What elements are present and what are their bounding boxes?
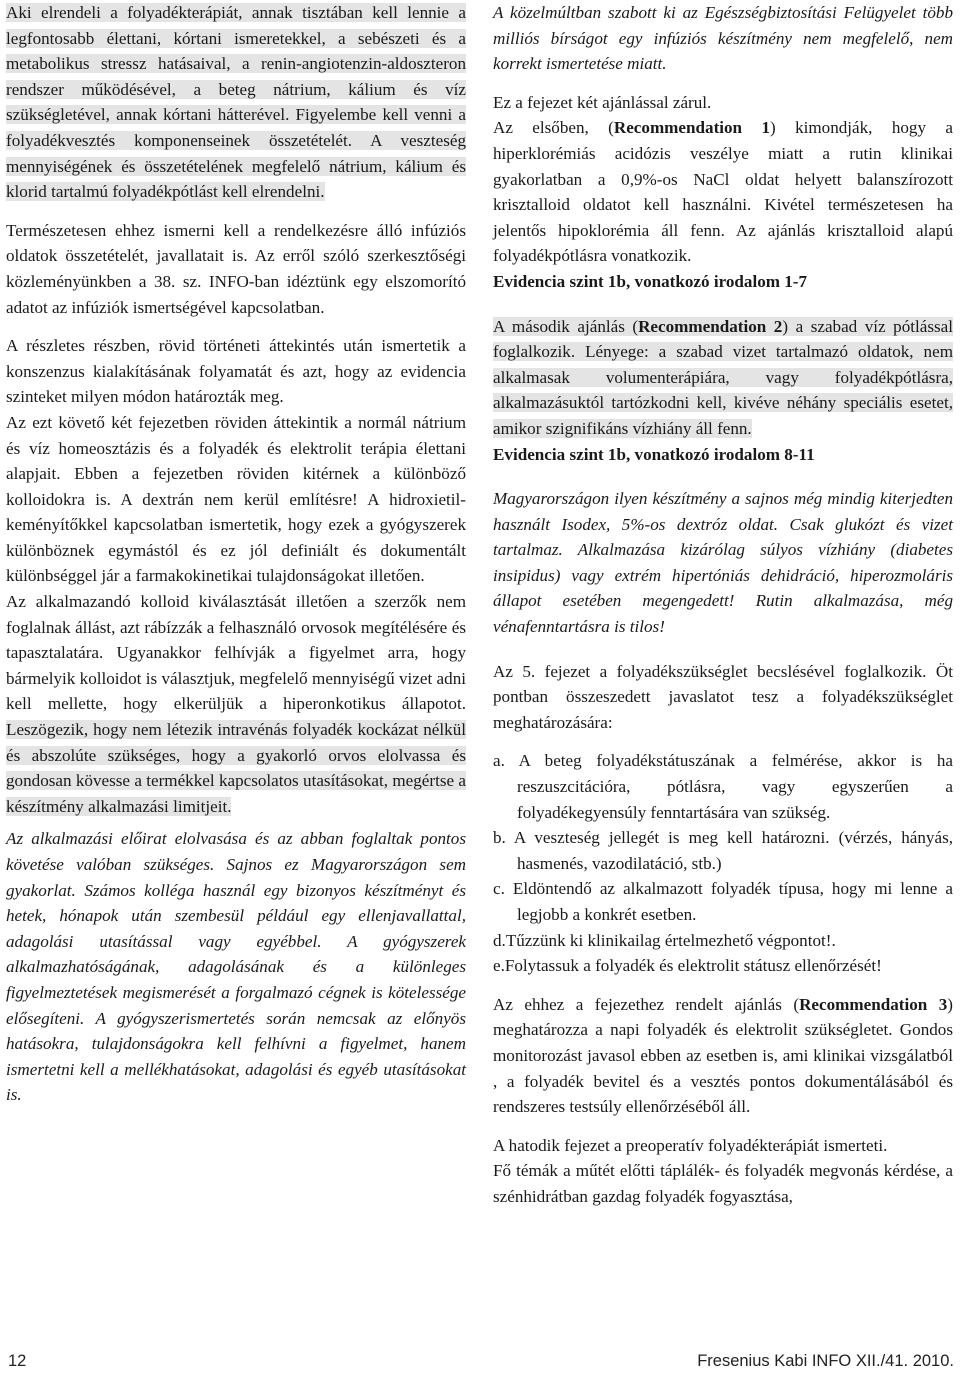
- right-column: [493, 0, 953, 1210]
- right-paragraph-3: [493, 115, 953, 269]
- left-paragraph-4: Az ezt követő két fejezetben röviden áttekintik a normál nátrium és víz homeosztázis és a folyadék és elektrolit terápia élettani alapjait. Ebben a fejezetben röviden kitérnek a különböző kolloidokra is. A dextrán nem kerül említésre! A hidroxietil-keményítőkkel kapcsolatban ismertetik, hogy ezek a gyógyszerek különböznek egymástól és ez jól definiált és dokumentált különbséggel jár a farmakokinetikai tulajdonságokat illetően.: [6, 412, 466, 586]
- left-paragraph-5-text: Az alkalmazandó kolloid kiválasztását illetően a szerzők nem foglalnak állást, azt rábízzák a felhasználó orvosok megítélésére és tapasztalatára. Ugyanakkor felhívják a figyelmet arra, hogy bármelyik kolloidot is választjuk, megfelelő mennyiségű vizet adni kell mellette, hogy elkerüljük a hiperonkotikus állapotot.: [6, 592, 466, 714]
- text-span: ) meghatározza a napi folyadék és elektrolit szükségletet. Gondos monitorozást javasol ebben az esetben is, ami klinikai vizsgálatból , a folyadék bevitel és a vesztés pontos dokumentálásából és rendszeres testsúly ellenőrzéséből áll.: [493, 994, 953, 1117]
- page-footer: [0, 1352, 960, 1374]
- text-span: ) a szabad víz pótlással foglalkozik. Lényege: a szabad vizet tartalmazó oldatok, nem alkalmasak volumenterápiára, vagy folyadékpótlásra, alkalmazásuktól tartózkodni kell, kivéve néhány speciális esetet, amikor szignifikáns vízhiány áll fenn.: [493, 316, 953, 438]
- text-span: ) kimondják, hogy a hiperklorémiás acidózis veszélye miatt a rutin klinikai gyakorlatban a 0,9%-os NaCl oldat helyett balanszírozott krisztalloid oldatot kell használni. Kivétel természetesen ha jelentős hipoklorémia áll fenn. Az ajánlás krisztalloid alapú folyadékpótlásra vonatkozik.: [493, 118, 953, 266]
- highlighted-text: [493, 317, 953, 438]
- text-span: Az ehhez a fejezethez rendelt ajánlás (: [493, 994, 800, 1014]
- text-span: A második ajánlás (: [493, 316, 639, 336]
- fluid-assessment-list: [493, 748, 953, 978]
- highlighted-text: Leszögezik, hogy nem létezik intravénás folyadék kockázat nélkül és abszolúte szükséges, hogy a gyakorló orvos elolvassa és gondosan kövesse a termékkel kapcsolatos utasításokat, megértse a készítmény alkalmazási limitjeit.: [6, 720, 466, 816]
- publication-info: Fresenius Kabi INFO XII./41. 2010.: [697, 1352, 954, 1370]
- recommendation-3: Recommendation 3: [799, 994, 948, 1014]
- list-item: c. Eldöntendő az alkalmazott folyadék típusa, hogy mi lenne a legjobb a konkrét esetben.: [493, 879, 953, 924]
- evidence-level-2: Evidencia szint 1b, vonatkozó irodalom 8-11: [493, 444, 815, 464]
- page-number: 12: [8, 1352, 27, 1370]
- list-item: a. A beteg folyadékstátuszának a felmérése, akkor is ha reszuszcitációra, pótlásra, vagy egyszerűen a folyadékegyensúly fenntartására van szükség.: [493, 751, 953, 822]
- left-paragraph-5: [6, 589, 466, 819]
- list-item: d.Tűzzünk ki klinikailag értelmezhető végpontot!.: [493, 930, 836, 950]
- right-paragraph-7: [493, 992, 953, 1120]
- right-paragraph-6: Az 5. fejezet a folyadékszükséglet becslésével foglalkozik. Öt pontban összeszedett javaslatot tesz a folyadékszükséglet meghatározására:: [493, 661, 953, 732]
- highlighted-text: Aki elrendeli a folyadékterápiát, annak tisztában kell lennie a legfontosabb élettani, kórtani ismeretekkel, a sebészeti és a metabolikus stressz hatásaival, a renin-angiotenzin-aldoszteron rendszer működésével, a beteg nátrium, kálium és víz szükségletével, annak kórtani hátterével. Figyelembe kell venni a folyadékvesztés komponenseinek összetételét. A veszteség mennyiségének és összetételének megfelelő nátrium, kálium és klorid tartalmú folyadékpótlást kell elrendelni.: [6, 3, 466, 202]
- left-paragraph-2: Természetesen ehhez ismerni kell a rendelkezésre álló infúziós oldatok összetételét, javallatait is. Az erről szóló szerkesztőségi közleményünkben a 38. sz. INFO-ban idéztünk egy elszomorító adatot az infúziók ismertségével kapcsolatban.: [6, 220, 466, 317]
- recommendation-1: Recommendation 1: [613, 118, 770, 138]
- right-paragraph-1: A közelmúltban szabott ki az Egészségbiztosítási Felügyelet több milliós bírságot egy infúziós készítmény nem megfelelő, nem korrekt ismertetése miatt.: [493, 3, 953, 74]
- right-paragraph-9: Fő témák a műtét előtti táplálék- és folyadék megvonás kérdése, a szénhidrátban gazdag folyadék fogyasztása,: [493, 1161, 953, 1206]
- left-column: [6, 0, 466, 1108]
- left-paragraph-6: Az alkalmazási előirat elolvasása és az abban foglaltak pontos követése valóban szükséges. Sajnos ez Magyarországon sem gyakorlat. Számos kolléga használ egy bizonyos készítményt és hetek, hónapok után szembesül például egy ellenjavallattal, adagolási utasítással vagy egyébbel. A gyógyszerek alkalmazhatóságának, adagolásának és a különleges figyelmeztetések megismerését a forgalmazó cégnek is kötelessége elősegíteni. A gyógyszerismertetés során nemcsak az előnyös hatásokra, tulajdonságokra kell felhívni a figyelmet, hanem ismertetni kell a mellékhatásokat, adagolási és egyéb utasításokat is.: [6, 829, 466, 1105]
- right-paragraph-4: [493, 314, 953, 442]
- text-span: Az elsőben, (: [493, 118, 614, 138]
- list-item: b. A veszteség jellegét is meg kell határozni. (vérzés, hányás, hasmenés, vazodilatáció, stb.): [493, 828, 953, 873]
- right-paragraph-5: Magyarországon ilyen készítmény a sajnos még mindig kiterjedten használt Isodex, 5%-os dextróz oldat. Csak glukózt és vizet tartalmaz. Alkalmazása kizárólag súlyos vízhiány (diabetes insipidus) vagy extrém hipertóniás dehidráció, hiperozmoláris állapot esetében megengedett! Rutin alkalmazása, még vénafenntartásra is tilos!: [493, 489, 953, 637]
- list-item: e.Folytassuk a folyadék és elektrolit státusz ellenőrzését!: [493, 956, 882, 976]
- recommendation-2: Recommendation 2: [638, 316, 783, 336]
- left-paragraph-1: [6, 0, 466, 205]
- left-paragraph-3: A részletes részben, rövid történeti áttekintés után ismertetik a konszenzus kialakításának folyamatát és azt, hogy az evidencia szinteket milyen módon határozták meg.: [6, 336, 466, 407]
- evidence-level-1: Evidencia szint 1b, vonatkozó irodalom 1-7: [493, 271, 808, 291]
- right-paragraph-2: Ez a fejezet két ajánlással zárul.: [493, 92, 712, 112]
- right-paragraph-8: A hatodik fejezet a preoperatív folyadékterápiát ismerteti.: [493, 1135, 888, 1155]
